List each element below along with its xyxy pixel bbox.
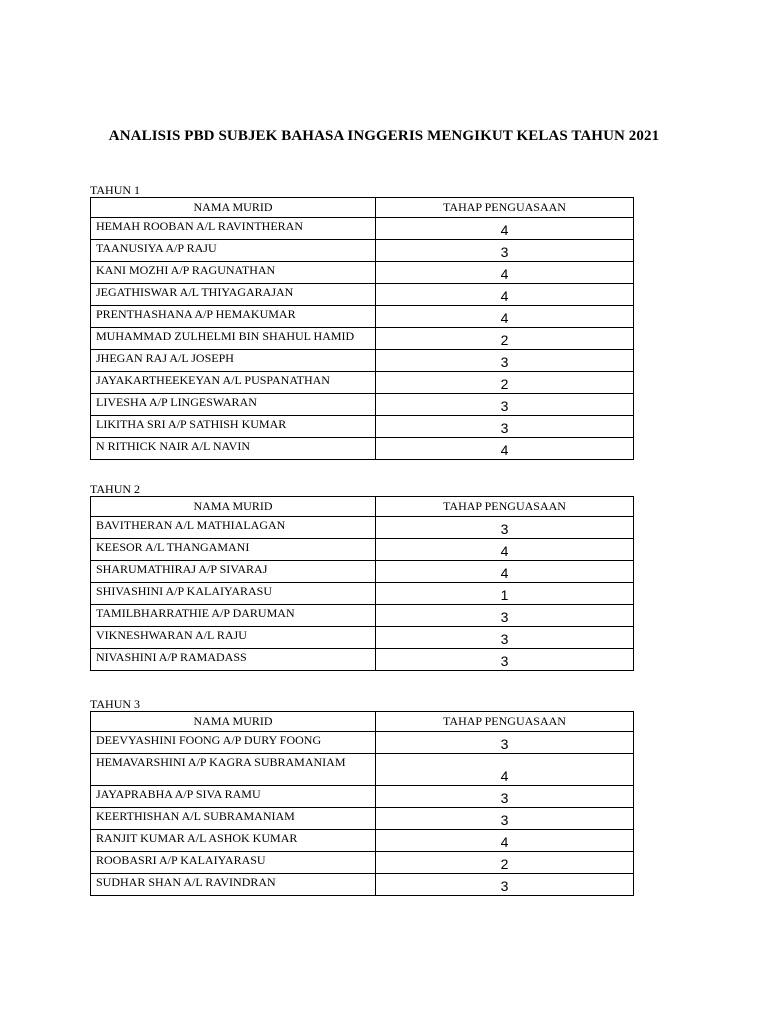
table-row bbox=[91, 754, 634, 786]
mastery-level: 3 bbox=[376, 605, 634, 627]
mastery-level: 4 bbox=[376, 539, 634, 561]
table-row bbox=[91, 583, 634, 605]
table-row bbox=[91, 539, 634, 561]
mastery-level: 3 bbox=[376, 627, 634, 649]
section-tahun-2 bbox=[90, 482, 633, 671]
section-label: TAHUN 3 bbox=[90, 697, 141, 711]
column-header-name: NAMA MURID bbox=[91, 198, 376, 218]
student-name: JEGATHISWAR A/L THIYAGARAJAN bbox=[91, 284, 376, 306]
table-row bbox=[91, 306, 634, 328]
mastery-level: 4 bbox=[376, 218, 634, 240]
student-name: RANJIT KUMAR A/L ASHOK KUMAR bbox=[91, 830, 376, 852]
mastery-level: 1 bbox=[376, 583, 634, 605]
mastery-level: 3 bbox=[376, 808, 634, 830]
student-table bbox=[90, 711, 634, 896]
student-name: JAYAPRABHA A/P SIVA RAMU bbox=[91, 786, 376, 808]
mastery-level: 3 bbox=[376, 649, 634, 671]
student-name: LIKITHA SRI A/P SATHISH KUMAR bbox=[91, 416, 376, 438]
student-name: SHARUMATHIRAJ A/P SIVARAJ bbox=[91, 561, 376, 583]
student-name: JHEGAN RAJ A/L JOSEPH bbox=[91, 350, 376, 372]
table-row bbox=[91, 328, 634, 350]
table-header-row bbox=[91, 497, 634, 517]
student-name: VIKNESHWARAN A/L RAJU bbox=[91, 627, 376, 649]
student-name: KEERTHISHAN A/L SUBRAMANIAM bbox=[91, 808, 376, 830]
mastery-level: 3 bbox=[376, 240, 634, 262]
table-row bbox=[91, 786, 634, 808]
table-row bbox=[91, 350, 634, 372]
student-name: PRENTHASHANA A/P HEMAKUMAR bbox=[91, 306, 376, 328]
mastery-level: 3 bbox=[376, 732, 634, 754]
section-label: TAHUN 2 bbox=[90, 482, 141, 496]
table-row bbox=[91, 372, 634, 394]
table-row bbox=[91, 240, 634, 262]
mastery-level: 3 bbox=[376, 517, 634, 539]
student-name: KEESOR A/L THANGAMANI bbox=[91, 539, 376, 561]
column-header-level: TAHAP PENGUASAAN bbox=[376, 712, 634, 732]
mastery-level: 4 bbox=[376, 754, 634, 786]
student-name: TAMILBHARRATHIE A/P DARUMAN bbox=[91, 605, 376, 627]
mastery-level: 3 bbox=[376, 786, 634, 808]
student-name: LIVESHA A/P LINGESWARAN bbox=[91, 394, 376, 416]
mastery-level: 2 bbox=[376, 372, 634, 394]
student-name: SUDHAR SHAN A/L RAVINDRAN bbox=[91, 874, 376, 896]
student-name: MUHAMMAD ZULHELMI BIN SHAHUL HAMID bbox=[91, 328, 376, 350]
table-row bbox=[91, 808, 634, 830]
document-title: ANALISIS PBD SUBJEK BAHASA INGGERIS MENGIKUT KELAS TAHUN 2021 bbox=[108, 128, 660, 144]
student-name: ROOBASRI A/P KALAIYARASU bbox=[91, 852, 376, 874]
student-name: SHIVASHINI A/P KALAIYARASU bbox=[91, 583, 376, 605]
mastery-level: 4 bbox=[376, 284, 634, 306]
table-row bbox=[91, 627, 634, 649]
section-tahun-1 bbox=[90, 183, 633, 460]
table-row bbox=[91, 874, 634, 896]
column-header-name: NAMA MURID bbox=[91, 497, 376, 517]
student-name: NIVASHINI A/P RAMADASS bbox=[91, 649, 376, 671]
table-row bbox=[91, 561, 634, 583]
student-name: DEEVYASHINI FOONG A/P DURY FOONG bbox=[91, 732, 376, 754]
student-name: JAYAKARTHEEKEYAN A/L PUSPANATHAN bbox=[91, 372, 376, 394]
mastery-level: 4 bbox=[376, 438, 634, 460]
mastery-level: 4 bbox=[376, 830, 634, 852]
table-header-row bbox=[91, 712, 634, 732]
section-tahun-3 bbox=[90, 697, 633, 896]
table-row bbox=[91, 284, 634, 306]
student-table bbox=[90, 197, 634, 460]
table-row bbox=[91, 732, 634, 754]
mastery-level: 3 bbox=[376, 874, 634, 896]
mastery-level: 3 bbox=[376, 416, 634, 438]
table-row bbox=[91, 218, 634, 240]
table-row bbox=[91, 394, 634, 416]
table-row bbox=[91, 830, 634, 852]
table-row bbox=[91, 649, 634, 671]
mastery-level: 4 bbox=[376, 306, 634, 328]
mastery-level: 3 bbox=[376, 394, 634, 416]
student-name: KANI MOZHI A/P RAGUNATHAN bbox=[91, 262, 376, 284]
table-header-row bbox=[91, 198, 634, 218]
column-header-level: TAHAP PENGUASAAN bbox=[376, 198, 634, 218]
student-name: TAANUSIYA A/P RAJU bbox=[91, 240, 376, 262]
table-row bbox=[91, 416, 634, 438]
student-name: HEMAH ROOBAN A/L RAVINTHERAN bbox=[91, 218, 376, 240]
table-row bbox=[91, 438, 634, 460]
mastery-level: 4 bbox=[376, 262, 634, 284]
table-row bbox=[91, 852, 634, 874]
mastery-level: 2 bbox=[376, 852, 634, 874]
student-name: BAVITHERAN A/L MATHIALAGAN bbox=[91, 517, 376, 539]
mastery-level: 4 bbox=[376, 561, 634, 583]
table-row bbox=[91, 262, 634, 284]
column-header-name: NAMA MURID bbox=[91, 712, 376, 732]
student-name: N RITHICK NAIR A/L NAVIN bbox=[91, 438, 376, 460]
student-name: HEMAVARSHINI A/P KAGRA SUBRAMANIAM bbox=[91, 754, 376, 786]
table-row bbox=[91, 517, 634, 539]
table-row bbox=[91, 605, 634, 627]
column-header-level: TAHAP PENGUASAAN bbox=[376, 497, 634, 517]
student-table bbox=[90, 496, 634, 671]
mastery-level: 3 bbox=[376, 350, 634, 372]
section-label: TAHUN 1 bbox=[90, 183, 141, 197]
mastery-level: 2 bbox=[376, 328, 634, 350]
